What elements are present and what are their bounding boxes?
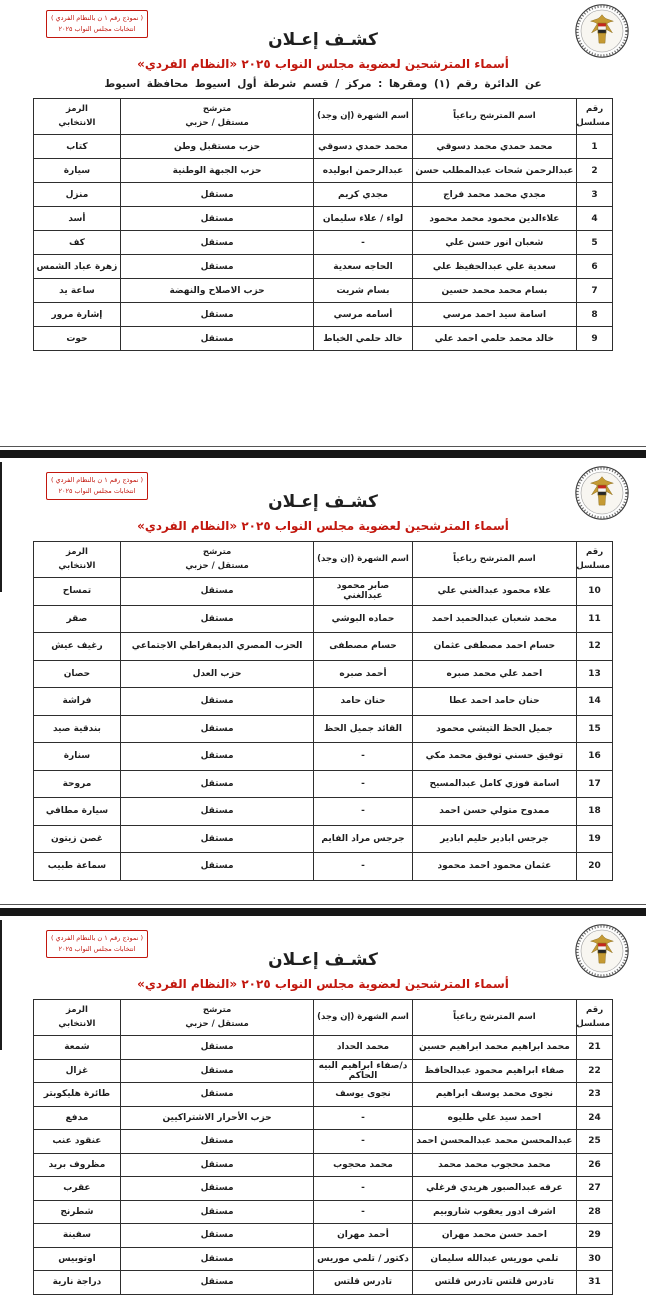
cell-alias: محمد الحداد <box>314 1036 412 1060</box>
cell-name: بسام محمد محمد حسين <box>412 279 576 303</box>
cell-name: عبدالمحسن محمد عبدالمحسن احمد <box>412 1130 576 1154</box>
cell-affiliation: مستقل <box>120 798 313 826</box>
candidate-row <box>34 605 613 633</box>
cell-name: علاءالدين محمود محمد محمود <box>412 207 576 231</box>
table-header-row <box>34 542 613 578</box>
candidate-row <box>34 798 613 826</box>
table-header-row <box>34 99 613 135</box>
cell-name: شعبان انور حسن علي <box>412 231 576 255</box>
cell-affiliation: مستقل <box>120 853 313 881</box>
form-box-line1: ( نموذج رقم ١ ن بالنظام الفردي ) <box>50 14 144 22</box>
cell-alias: حنان حامد <box>314 688 412 716</box>
cell-serial: 10 <box>577 578 613 606</box>
cell-alias: - <box>314 798 412 826</box>
candidate-row <box>34 1130 613 1154</box>
candidate-row <box>34 1106 613 1130</box>
cell-serial: 1 <box>577 135 613 159</box>
cell-serial: 18 <box>577 798 613 826</box>
cell-alias: الحاجه سعدية <box>314 255 412 279</box>
cell-name: مجدي محمد محمد فراج <box>412 183 576 207</box>
cell-symbol: كف <box>34 231 121 255</box>
cell-affiliation: حزب الجبهة الوطنية <box>120 159 313 183</box>
elections-authority-seal <box>574 923 630 979</box>
eagle-seal-icon <box>574 3 630 59</box>
table-header-row <box>34 1000 613 1036</box>
cell-serial: 12 <box>577 633 613 661</box>
candidate-row <box>34 255 613 279</box>
candidate-row <box>34 1224 613 1248</box>
cell-affiliation: مستقل <box>120 1177 313 1201</box>
cell-alias: خالد حلمي الخياط <box>314 327 412 351</box>
cell-serial: 14 <box>577 688 613 716</box>
candidates-rows-page-1 <box>34 135 613 351</box>
candidates-rows-page-2 <box>34 578 613 881</box>
page-subtitle: أسماء المترشحين لعضوية مجلس النواب ٢٠٢٥ «النظام الفردي» <box>137 57 509 71</box>
cell-symbol: شطرنج <box>34 1200 121 1224</box>
cell-affiliation: الحزب المصري الديمقراطي الاجتماعي <box>120 633 313 661</box>
cell-serial: 5 <box>577 231 613 255</box>
candidate-row <box>34 1271 613 1295</box>
cell-affiliation: حزب العدل <box>120 660 313 688</box>
col-alias-header: اسم الشهرة (إن وجد) <box>314 1000 412 1036</box>
cell-serial: 26 <box>577 1153 613 1177</box>
cell-name: عثمان محمود احمد محمود <box>412 853 576 881</box>
candidate-row <box>34 825 613 853</box>
symbol-header-line1: الرمز <box>65 547 88 558</box>
elections-authority-seal <box>574 3 630 59</box>
eagle-seal-icon <box>574 923 630 979</box>
cell-alias: نجوى يوسف <box>314 1083 412 1107</box>
col-name-header: اسم المترشح رباعياً <box>412 542 576 578</box>
cell-affiliation: حزب الأحرار الاشتراكيين <box>120 1106 313 1130</box>
symbol-header-line2: الانتخابي <box>58 560 96 571</box>
candidate-row <box>34 660 613 688</box>
cell-symbol: سفينة <box>34 1224 121 1248</box>
page-title: كشـف إعـلان <box>268 492 378 512</box>
form-box-line2: انتخابات مجلس النواب ٢٠٢٥ <box>58 945 136 954</box>
candidate-row <box>34 1200 613 1224</box>
cell-name: تادرس قلتس تادرس قلتس <box>412 1271 576 1295</box>
candidate-row <box>34 1083 613 1107</box>
cell-alias: أحمد مهران <box>314 1224 412 1248</box>
cell-alias: - <box>314 743 412 771</box>
cell-serial: 28 <box>577 1200 613 1224</box>
candidates-rows-page-3 <box>34 1036 613 1295</box>
cell-serial: 7 <box>577 279 613 303</box>
cell-name: اسامة سيد احمد مرسي <box>412 303 576 327</box>
cell-name: عرفه عبدالصبور هريدي فرغلي <box>412 1177 576 1201</box>
cell-serial: 31 <box>577 1271 613 1295</box>
cell-name: توفيق حسني توفيق محمد مكي <box>412 743 576 771</box>
candidate-row <box>34 1153 613 1177</box>
cell-alias: مجدي كريم <box>314 183 412 207</box>
cell-affiliation: مستقل <box>120 1271 313 1295</box>
candidate-row <box>34 231 613 255</box>
candidate-row <box>34 1059 613 1083</box>
serial-header-line1: رقم <box>585 547 604 558</box>
cell-alias: - <box>314 1130 412 1154</box>
cell-affiliation: مستقل <box>120 327 313 351</box>
cell-affiliation: مستقل <box>120 231 313 255</box>
col-symbol-header <box>34 542 121 578</box>
page-separator <box>0 905 646 920</box>
col-name-header: اسم المترشح رباعياً <box>412 1000 576 1036</box>
page-1 <box>0 0 646 447</box>
page-subtitle: أسماء المترشحين لعضوية مجلس النواب ٢٠٢٥ «النظام الفردي» <box>137 977 509 991</box>
col-alias-header: اسم الشهرة (إن وجد) <box>314 99 412 135</box>
cell-serial: 15 <box>577 715 613 743</box>
cell-serial: 6 <box>577 255 613 279</box>
cell-symbol: طائرة هليكوبتر <box>34 1083 121 1107</box>
cell-affiliation: مستقل <box>120 1153 313 1177</box>
page-title: كشـف إعـلان <box>268 950 378 970</box>
page-separator <box>0 447 646 462</box>
candidates-table-page-3 <box>33 999 613 1295</box>
cell-alias: عبدالرحمن ابوليده <box>314 159 412 183</box>
cell-serial: 4 <box>577 207 613 231</box>
candidate-row <box>34 1036 613 1060</box>
cell-symbol: غصن زيتون <box>34 825 121 853</box>
cell-serial: 8 <box>577 303 613 327</box>
cell-symbol: اوتوبيس <box>34 1247 121 1271</box>
cell-symbol: فراشة <box>34 688 121 716</box>
cell-symbol: سيارة مطافي <box>34 798 121 826</box>
cell-serial: 23 <box>577 1083 613 1107</box>
cell-affiliation: مستقل <box>120 303 313 327</box>
candidate-row <box>34 207 613 231</box>
cell-symbol: صقر <box>34 605 121 633</box>
form-box-line1: ( نموذج رقم ١ ن بالنظام الفردي ) <box>50 476 144 484</box>
cell-alias: حماده البوشي <box>314 605 412 633</box>
cell-serial: 3 <box>577 183 613 207</box>
cell-alias: حسام مصطفى <box>314 633 412 661</box>
cell-affiliation: حزب مستقبل وطن <box>120 135 313 159</box>
cell-symbol: إشارة مرور <box>34 303 121 327</box>
cell-symbol: غزال <box>34 1059 121 1083</box>
form-box-line1: ( نموذج رقم ١ ن بالنظام الفردي ) <box>50 934 144 942</box>
cell-symbol: منزل <box>34 183 121 207</box>
cell-affiliation: حزب الاصلاح والنهضة <box>120 279 313 303</box>
col-affiliation-header <box>120 99 313 135</box>
cell-symbol: ساعة يد <box>34 279 121 303</box>
symbol-header-line2: الانتخابي <box>58 1018 96 1029</box>
cell-name: صفاء ابراهيم محمود عبدالحافظ <box>412 1059 576 1083</box>
cell-name: حنان حامد احمد عطا <box>412 688 576 716</box>
form-number-box <box>46 10 148 38</box>
col-serial-header <box>577 542 613 578</box>
table-header <box>34 99 613 135</box>
scan-edge-band <box>0 908 646 916</box>
col-symbol-header <box>34 99 121 135</box>
cell-serial: 29 <box>577 1224 613 1248</box>
page-subtitle: أسماء المترشحين لعضوية مجلس النواب ٢٠٢٥ «النظام الفردي» <box>137 519 509 533</box>
cell-alias: - <box>314 1200 412 1224</box>
cell-serial: 21 <box>577 1036 613 1060</box>
cell-alias: تادرس قلتس <box>314 1271 412 1295</box>
candidate-row <box>34 159 613 183</box>
cell-affiliation: مستقل <box>120 1224 313 1248</box>
symbol-header-line2: الانتخابي <box>58 117 96 128</box>
cell-alias: أسامه مرسي <box>314 303 412 327</box>
affiliation-header-line2: مستقل / حزبي <box>185 560 249 571</box>
cell-affiliation: مستقل <box>120 743 313 771</box>
cell-serial: 20 <box>577 853 613 881</box>
cell-serial: 22 <box>577 1059 613 1083</box>
candidate-row <box>34 770 613 798</box>
candidate-row <box>34 1247 613 1271</box>
col-serial-header <box>577 1000 613 1036</box>
cell-name: احمد علي محمد صبره <box>412 660 576 688</box>
page-3 <box>0 920 646 1288</box>
cell-alias: - <box>314 231 412 255</box>
page-2 <box>0 462 646 905</box>
cell-name: محمد شعبان عبدالحميد احمد <box>412 605 576 633</box>
cell-symbol: بندقية صيد <box>34 715 121 743</box>
affiliation-header-line1: مترشح <box>202 104 232 115</box>
cell-affiliation: مستقل <box>120 183 313 207</box>
eagle-seal-icon <box>574 465 630 521</box>
cell-serial: 2 <box>577 159 613 183</box>
candidate-row <box>34 183 613 207</box>
form-number-box <box>46 930 148 958</box>
page-title: كشـف إعـلان <box>268 30 378 50</box>
cell-affiliation: مستقل <box>120 1200 313 1224</box>
form-box-line2: انتخابات مجلس النواب ٢٠٢٥ <box>58 25 136 34</box>
form-box-line2: انتخابات مجلس النواب ٢٠٢٥ <box>58 487 136 496</box>
cell-symbol: سماعة طبيب <box>34 853 121 881</box>
col-alias-header: اسم الشهرة (إن وجد) <box>314 542 412 578</box>
col-serial-header <box>577 99 613 135</box>
serial-header-line2: مسلسل <box>576 117 610 128</box>
cell-affiliation: مستقل <box>120 1036 313 1060</box>
col-name-header: اسم المترشح رباعياً <box>412 99 576 135</box>
cell-name: جميل الحظ التيشي محمود <box>412 715 576 743</box>
cell-serial: 9 <box>577 327 613 351</box>
candidate-row <box>34 578 613 606</box>
cell-serial: 27 <box>577 1177 613 1201</box>
cell-symbol: حوت <box>34 327 121 351</box>
cell-symbol: مظروف بريد <box>34 1153 121 1177</box>
candidate-row <box>34 853 613 881</box>
cell-symbol: عقرب <box>34 1177 121 1201</box>
cell-alias: القائد جميل الحظ <box>314 715 412 743</box>
candidate-row <box>34 303 613 327</box>
candidate-row <box>34 1177 613 1201</box>
cell-symbol: مروحة <box>34 770 121 798</box>
cell-alias: د/صفاء ابراهيم البيه الحاكم <box>314 1059 412 1083</box>
cell-affiliation: مستقل <box>120 578 313 606</box>
cell-affiliation: مستقل <box>120 1059 313 1083</box>
cell-symbol: عنقود عنب <box>34 1130 121 1154</box>
cell-symbol: مدفع <box>34 1106 121 1130</box>
serial-header-line2: مسلسل <box>576 1018 610 1029</box>
cell-name: علاء محمود عبدالغني علي <box>412 578 576 606</box>
cell-symbol: تمساح <box>34 578 121 606</box>
cell-alias: بسام شريت <box>314 279 412 303</box>
cell-serial: 11 <box>577 605 613 633</box>
candidate-row <box>34 327 613 351</box>
cell-alias: محمد حمدي دسوقي <box>314 135 412 159</box>
cell-serial: 24 <box>577 1106 613 1130</box>
form-number-box <box>46 472 148 500</box>
cell-affiliation: مستقل <box>120 207 313 231</box>
candidates-table-page-1 <box>33 98 613 351</box>
cell-affiliation: مستقل <box>120 1247 313 1271</box>
candidate-row <box>34 743 613 771</box>
cell-affiliation: مستقل <box>120 1083 313 1107</box>
candidate-row <box>34 715 613 743</box>
district-line: عن الدائرة رقم (١) ومقرها : مركز / قسم شرطة أول اسيوط محافظة اسيوط <box>104 78 542 90</box>
affiliation-header-line1: مترشح <box>202 547 232 558</box>
cell-name: ممدوح متولي حسن احمد <box>412 798 576 826</box>
candidate-row <box>34 688 613 716</box>
cell-serial: 25 <box>577 1130 613 1154</box>
cell-name: محمد حمدي محمد دسوقي <box>412 135 576 159</box>
cell-name: عبدالرحمن شحات عبدالمطلب حسن <box>412 159 576 183</box>
cell-symbol: أسد <box>34 207 121 231</box>
cell-affiliation: مستقل <box>120 255 313 279</box>
cell-affiliation: مستقل <box>120 688 313 716</box>
elections-authority-seal <box>574 465 630 521</box>
cell-name: محمد ابراهيم محمد ابراهيم حسين <box>412 1036 576 1060</box>
cell-affiliation: مستقل <box>120 1130 313 1154</box>
cell-symbol: رغيف عيش <box>34 633 121 661</box>
cell-symbol: شمعة <box>34 1036 121 1060</box>
col-symbol-header <box>34 1000 121 1036</box>
affiliation-header-line1: مترشح <box>202 1005 232 1016</box>
cell-serial: 30 <box>577 1247 613 1271</box>
cell-affiliation: مستقل <box>120 715 313 743</box>
scan-edge-band <box>0 450 646 458</box>
cell-name: اسامة فوزي كامل عبدالمسيح <box>412 770 576 798</box>
cell-serial: 13 <box>577 660 613 688</box>
serial-header-line2: مسلسل <box>576 560 610 571</box>
candidate-row <box>34 279 613 303</box>
cell-symbol: سيارة <box>34 159 121 183</box>
cell-alias: أحمد صبره <box>314 660 412 688</box>
cell-alias: - <box>314 853 412 881</box>
cell-alias: - <box>314 770 412 798</box>
cell-alias: محمد محجوب <box>314 1153 412 1177</box>
cell-serial: 19 <box>577 825 613 853</box>
table-header <box>34 542 613 578</box>
candidate-row <box>34 135 613 159</box>
cell-alias: دكتور / تلمي موريس <box>314 1247 412 1271</box>
candidates-table-page-2 <box>33 541 613 881</box>
cell-name: نجوى محمد يوسف ابراهيم <box>412 1083 576 1107</box>
affiliation-header-line2: مستقل / حزبي <box>185 117 249 128</box>
candidate-row <box>34 633 613 661</box>
col-affiliation-header <box>120 542 313 578</box>
cell-name: احمد سيد علي طليوه <box>412 1106 576 1130</box>
symbol-header-line1: الرمز <box>65 104 88 115</box>
cell-alias: لواء / علاء سليمان <box>314 207 412 231</box>
cell-symbol: كتاب <box>34 135 121 159</box>
symbol-header-line1: الرمز <box>65 1005 88 1016</box>
cell-alias: - <box>314 1177 412 1201</box>
affiliation-header-line2: مستقل / حزبي <box>185 1018 249 1029</box>
col-affiliation-header <box>120 1000 313 1036</box>
cell-name: تلمي موريس عبدالله سليمان <box>412 1247 576 1271</box>
cell-serial: 16 <box>577 743 613 771</box>
cell-affiliation: مستقل <box>120 770 313 798</box>
cell-name: سعدية علي عبدالحفيظ علي <box>412 255 576 279</box>
cell-name: خالد محمد حلمي احمد علي <box>412 327 576 351</box>
serial-header-line1: رقم <box>585 1005 604 1016</box>
cell-symbol: دراجة نارية <box>34 1271 121 1295</box>
cell-alias: - <box>314 1106 412 1130</box>
cell-name: جرجس ابادير حليم ابادير <box>412 825 576 853</box>
cell-serial: 17 <box>577 770 613 798</box>
cell-name: محمد محجوب محمد محمد <box>412 1153 576 1177</box>
cell-symbol: سنارة <box>34 743 121 771</box>
cell-symbol: حصان <box>34 660 121 688</box>
table-header <box>34 1000 613 1036</box>
cell-alias: صابر محمود عبدالغني <box>314 578 412 606</box>
cell-name: احمد حسن محمد مهران <box>412 1224 576 1248</box>
cell-alias: جرجس مراد الفايم <box>314 825 412 853</box>
serial-header-line1: رقم <box>585 104 604 115</box>
cell-symbol: زهرة عباد الشمس <box>34 255 121 279</box>
cell-affiliation: مستقل <box>120 825 313 853</box>
cell-name: حسام احمد مصطفى عثمان <box>412 633 576 661</box>
cell-affiliation: مستقل <box>120 605 313 633</box>
cell-name: اشرف ادور يعقوب شاروبيم <box>412 1200 576 1224</box>
